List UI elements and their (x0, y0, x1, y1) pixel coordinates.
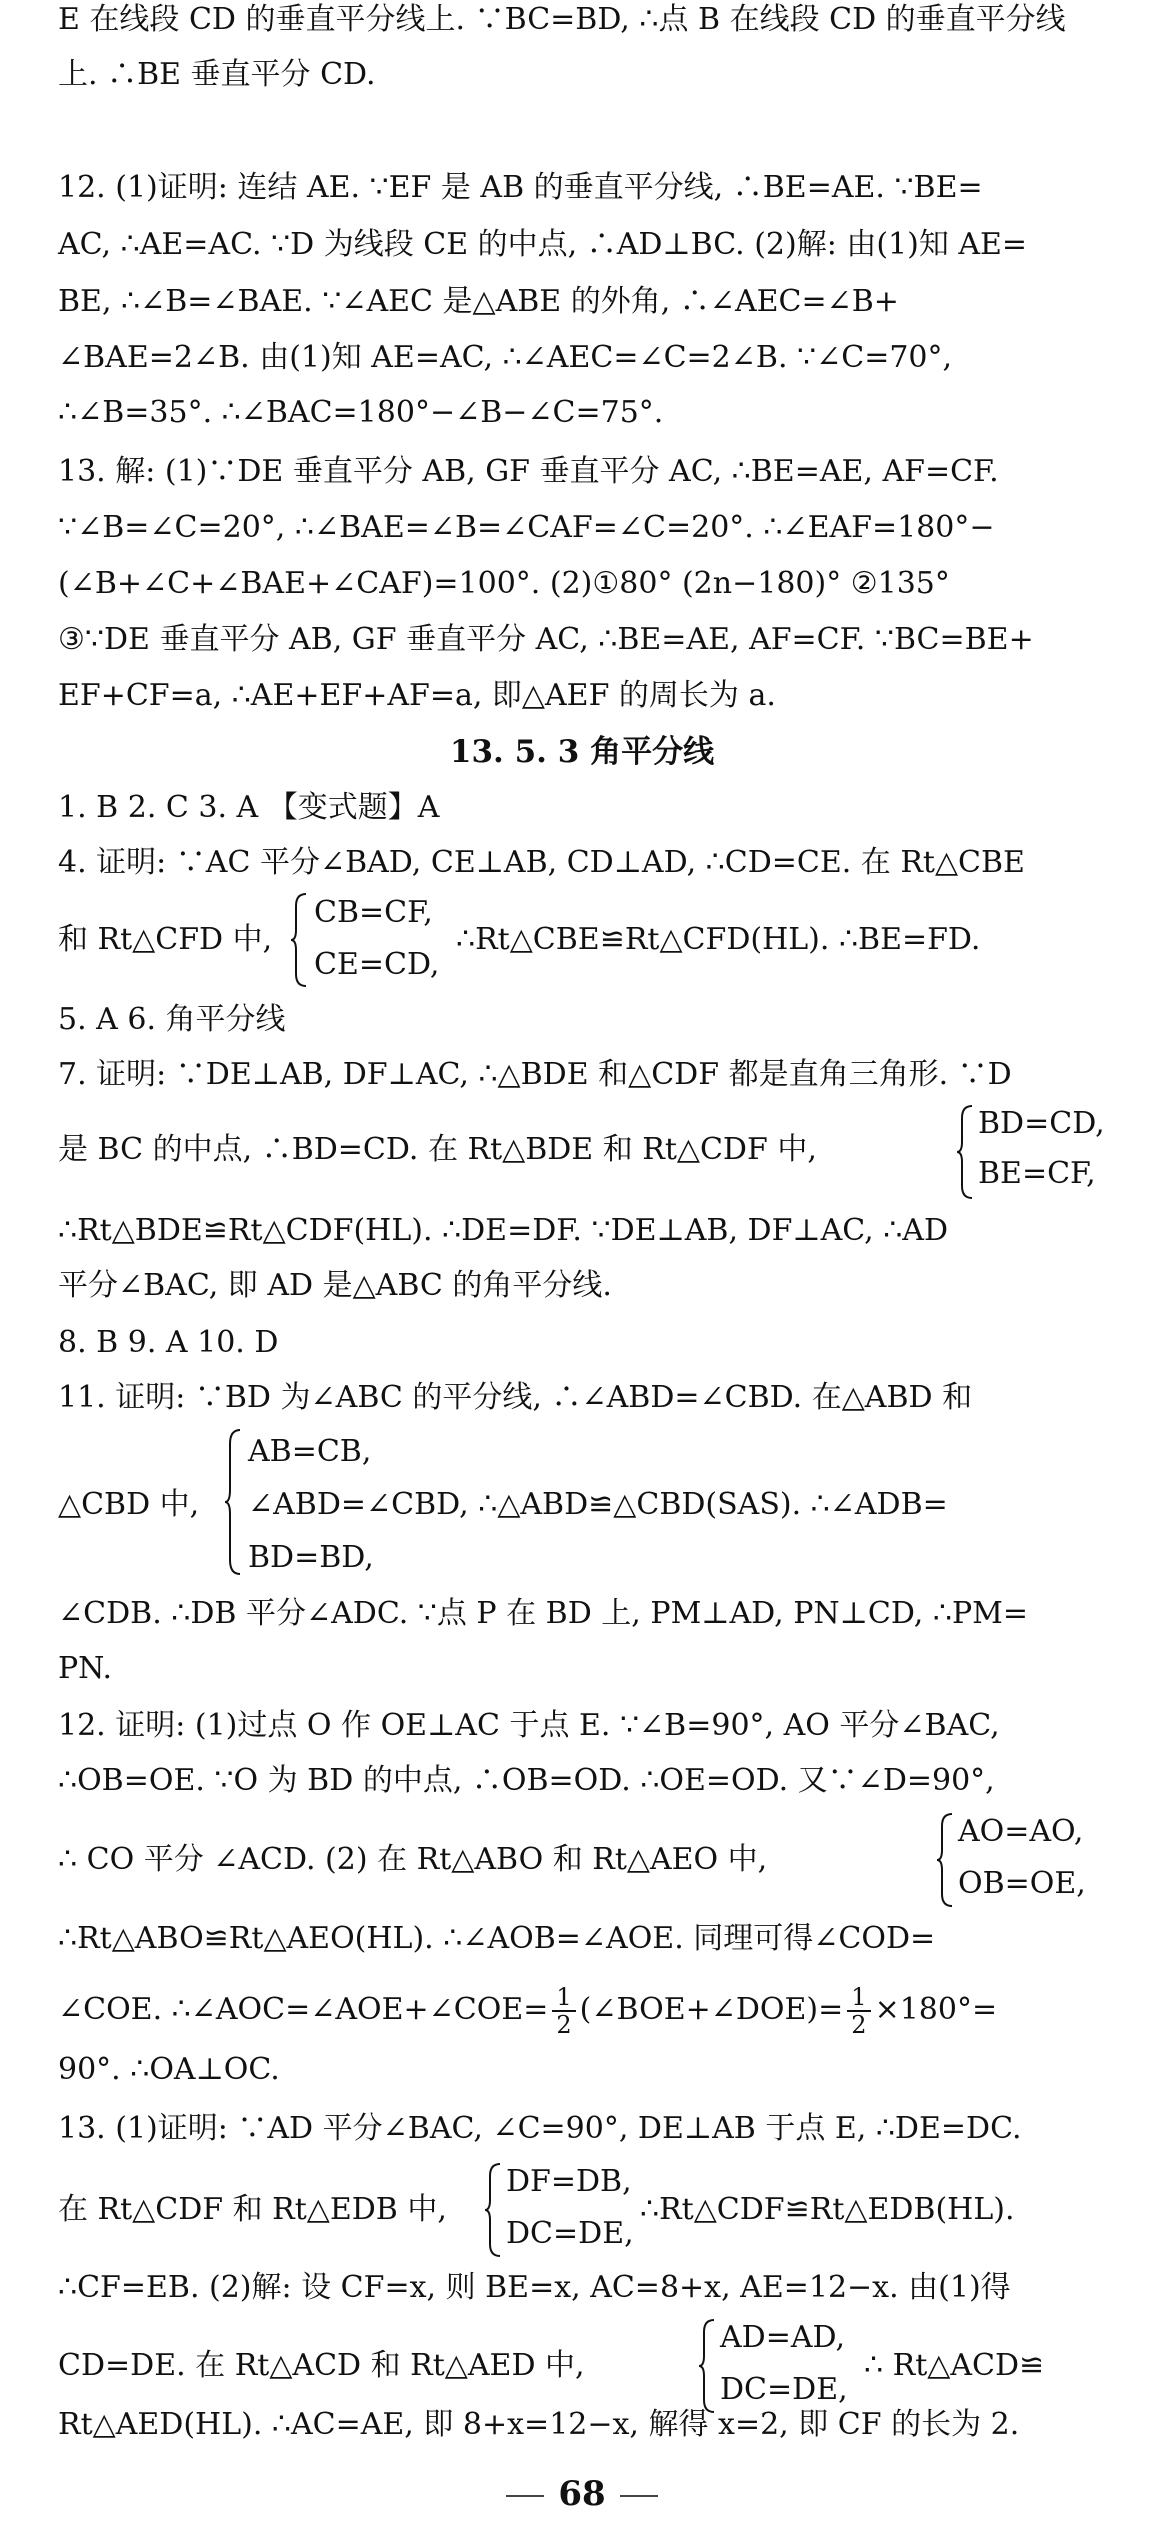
dash-divider (506, 2495, 544, 2497)
text-line: ③∵DE 垂直平分 AB, GF 垂直平分 AC, ∴BE=AE, AF=CF. ∵BC=BE+ (58, 622, 1034, 657)
text-line: PN. (58, 1651, 113, 1686)
text-fragment: ∠COE. ∴∠AOC=∠AOE+∠COE= (58, 1992, 549, 2027)
text-line: ∴ CO 平分 ∠ACD. (2) 在 Rt△ABO 和 Rt△AEO 中, (58, 1842, 768, 1877)
text-line: ∵∠B=∠C=20°, ∴∠BAE=∠B=∠CAF=∠C=20°. ∴∠EAF=180°− (58, 510, 995, 545)
fraction-numerator: 1 (552, 1984, 575, 2012)
text-line: 90°. ∴OA⊥OC. (58, 2052, 280, 2087)
dash-divider (620, 2495, 658, 2497)
equation-system-row: DC=DE, (720, 2372, 848, 2407)
equation-system-row: AO=AO, (958, 1814, 1084, 1849)
text-line: ∴CF=EB. (2)解: 设 CF=x, 则 BE=x, AC=8+x, AE=12−x. 由(1)得 (58, 2270, 1011, 2305)
text-line: 平分∠BAC, 即 AD 是△ABC 的角平分线. (58, 1268, 612, 1303)
text-line: E 在线段 CD 的垂直平分线上. ∵BC=BD, ∴点 B 在线段 CD 的垂直平分线 (58, 2, 1066, 37)
equation-system-row: AB=CB, (248, 1434, 372, 1469)
fraction (847, 1984, 870, 2038)
equation-system-row: DF=DB, (506, 2164, 632, 2199)
text-line: 13. (1)证明: ∵AD 平分∠BAC, ∠C=90°, DE⊥AB 于点 E, ∴DE=DC. (58, 2111, 1022, 2146)
brace-icon (956, 1104, 974, 1200)
text-line: ∴ Rt△ACD≌ (864, 2348, 1045, 2383)
text-line: 和 Rt△CFD 中, (58, 922, 273, 957)
equation-system-row: DC=DE, (506, 2216, 634, 2251)
equation-system-row: AD=AD, (720, 2320, 846, 2355)
text-line: BE, ∴∠B=∠BAE. ∵∠AEC 是△ABE 的外角, ∴∠AEC=∠B+ (58, 284, 899, 319)
text-line: ∴∠B=35°. ∴∠BAC=180°−∠B−∠C=75°. (58, 395, 664, 430)
brace-icon (484, 2162, 502, 2258)
text-fragment: ×180°= (874, 1992, 998, 2027)
equation-system-row: BD=BD, (248, 1540, 374, 1575)
text-line: 4. 证明: ∵AC 平分∠BAD, CE⊥AB, CD⊥AD, ∴CD=CE. 在 Rt△CBE (58, 845, 1025, 880)
text-line: 1. B 2. C 3. A 【变式题】A (58, 790, 440, 825)
fraction-numerator: 1 (847, 1984, 870, 2012)
math-line (58, 1984, 997, 2038)
text-line: 13. 解: (1)∵DE 垂直平分 AB, GF 垂直平分 AC, ∴BE=AE, AF=CF. (58, 454, 999, 489)
section-heading: 13. 5. 3 角平分线 (449, 734, 715, 770)
text-line: 7. 证明: ∵DE⊥AB, DF⊥AC, ∴△BDE 和△CDF 都是直角三角形. ∵D (58, 1057, 1012, 1092)
text-line: △CBD 中, (58, 1487, 200, 1522)
fraction-denominator: 2 (556, 2011, 572, 2039)
equation-system-row: CE=CD, (314, 947, 440, 982)
text-line: ∴OB=OE. ∵O 为 BD 的中点, ∴OB=OD. ∴OE=OD. 又∵∠D=90°, (58, 1763, 995, 1798)
equation-system-row: CB=CF, (314, 895, 433, 930)
text-line: ∴Rt△CDF≌Rt△EDB(HL). (640, 2192, 1015, 2227)
text-line: 11. 证明: ∵BD 为∠ABC 的平分线, ∴∠ABD=∠CBD. 在△ABD 和 (58, 1380, 973, 1415)
text-line: ∴Rt△ABO≌Rt△AEO(HL). ∴∠AOB=∠AOE. 同理可得∠COD= (58, 1921, 936, 1956)
text-line: (∠B+∠C+∠BAE+∠CAF)=100°. (2)①80° (2n−180)° ②135° (58, 566, 950, 601)
brace-icon (936, 1812, 954, 1908)
text-line: ∠CDB. ∴DB 平分∠ADC. ∵点 P 在 BD 上, PM⊥AD, PN⊥CD, ∴PM= (58, 1596, 1029, 1631)
brace-icon (290, 892, 308, 988)
text-line: ∴Rt△CBE≌Rt△CFD(HL). ∴BE=FD. (456, 922, 981, 957)
text-line: 12. (1)证明: 连结 AE. ∵EF 是 AB 的垂直平分线, ∴BE=AE. ∵BE= (58, 170, 983, 205)
text-line: 5. A 6. 角平分线 (58, 1002, 286, 1037)
page-number (58, 2474, 1106, 2514)
text-line: ∴Rt△BDE≌Rt△CDF(HL). ∴DE=DF. ∵DE⊥AB, DF⊥AC, ∴AD (58, 1213, 949, 1248)
brace-icon (698, 2318, 716, 2414)
text-line: Rt△AED(HL). ∴AC=AE, 即 8+x=12−x, 解得 x=2, 即 CF 的长为 2. (58, 2407, 1020, 2442)
text-line: 上. ∴BE 垂直平分 CD. (58, 57, 376, 92)
brace-icon (224, 1428, 242, 1576)
equation-system-row: BD=CD, (978, 1106, 1105, 1141)
text-line: AC, ∴AE=AC. ∵D 为线段 CE 的中点, ∴AD⊥BC. (2)解: 由(1)知 AE= (58, 227, 1028, 262)
equation-system-row: OB=OE, (958, 1866, 1086, 1901)
text-line: CD=DE. 在 Rt△ACD 和 Rt△AED 中, (58, 2348, 585, 2383)
text-line: EF+CF=a, ∴AE+EF+AF=a, 即△AEF 的周长为 a. (58, 678, 776, 713)
text-line: 在 Rt△CDF 和 Rt△EDB 中, (58, 2192, 447, 2227)
equation-system-row: ∠ABD=∠CBD, ∴△ABD≌△CBD(SAS). ∴∠ADB= (248, 1487, 948, 1522)
text-line: 是 BC 的中点, ∴BD=CD. 在 Rt△BDE 和 Rt△CDF 中, (58, 1132, 817, 1167)
fraction (552, 1984, 575, 2038)
text-line: ∠BAE=2∠B. 由(1)知 AE=AC, ∴∠AEC=∠C=2∠B. ∵∠C=70°, (58, 340, 953, 375)
equation-system-row: BE=CF, (978, 1156, 1096, 1191)
page-number-value: 68 (558, 2474, 606, 2514)
text-line: 8. B 9. A 10. D (58, 1325, 279, 1360)
fraction-denominator: 2 (851, 2011, 867, 2039)
text-fragment: (∠BOE+∠DOE)= (579, 1992, 844, 2027)
text-line: 12. 证明: (1)过点 O 作 OE⊥AC 于点 E. ∵∠B=90°, AO 平分∠BAC, (58, 1708, 1000, 1743)
